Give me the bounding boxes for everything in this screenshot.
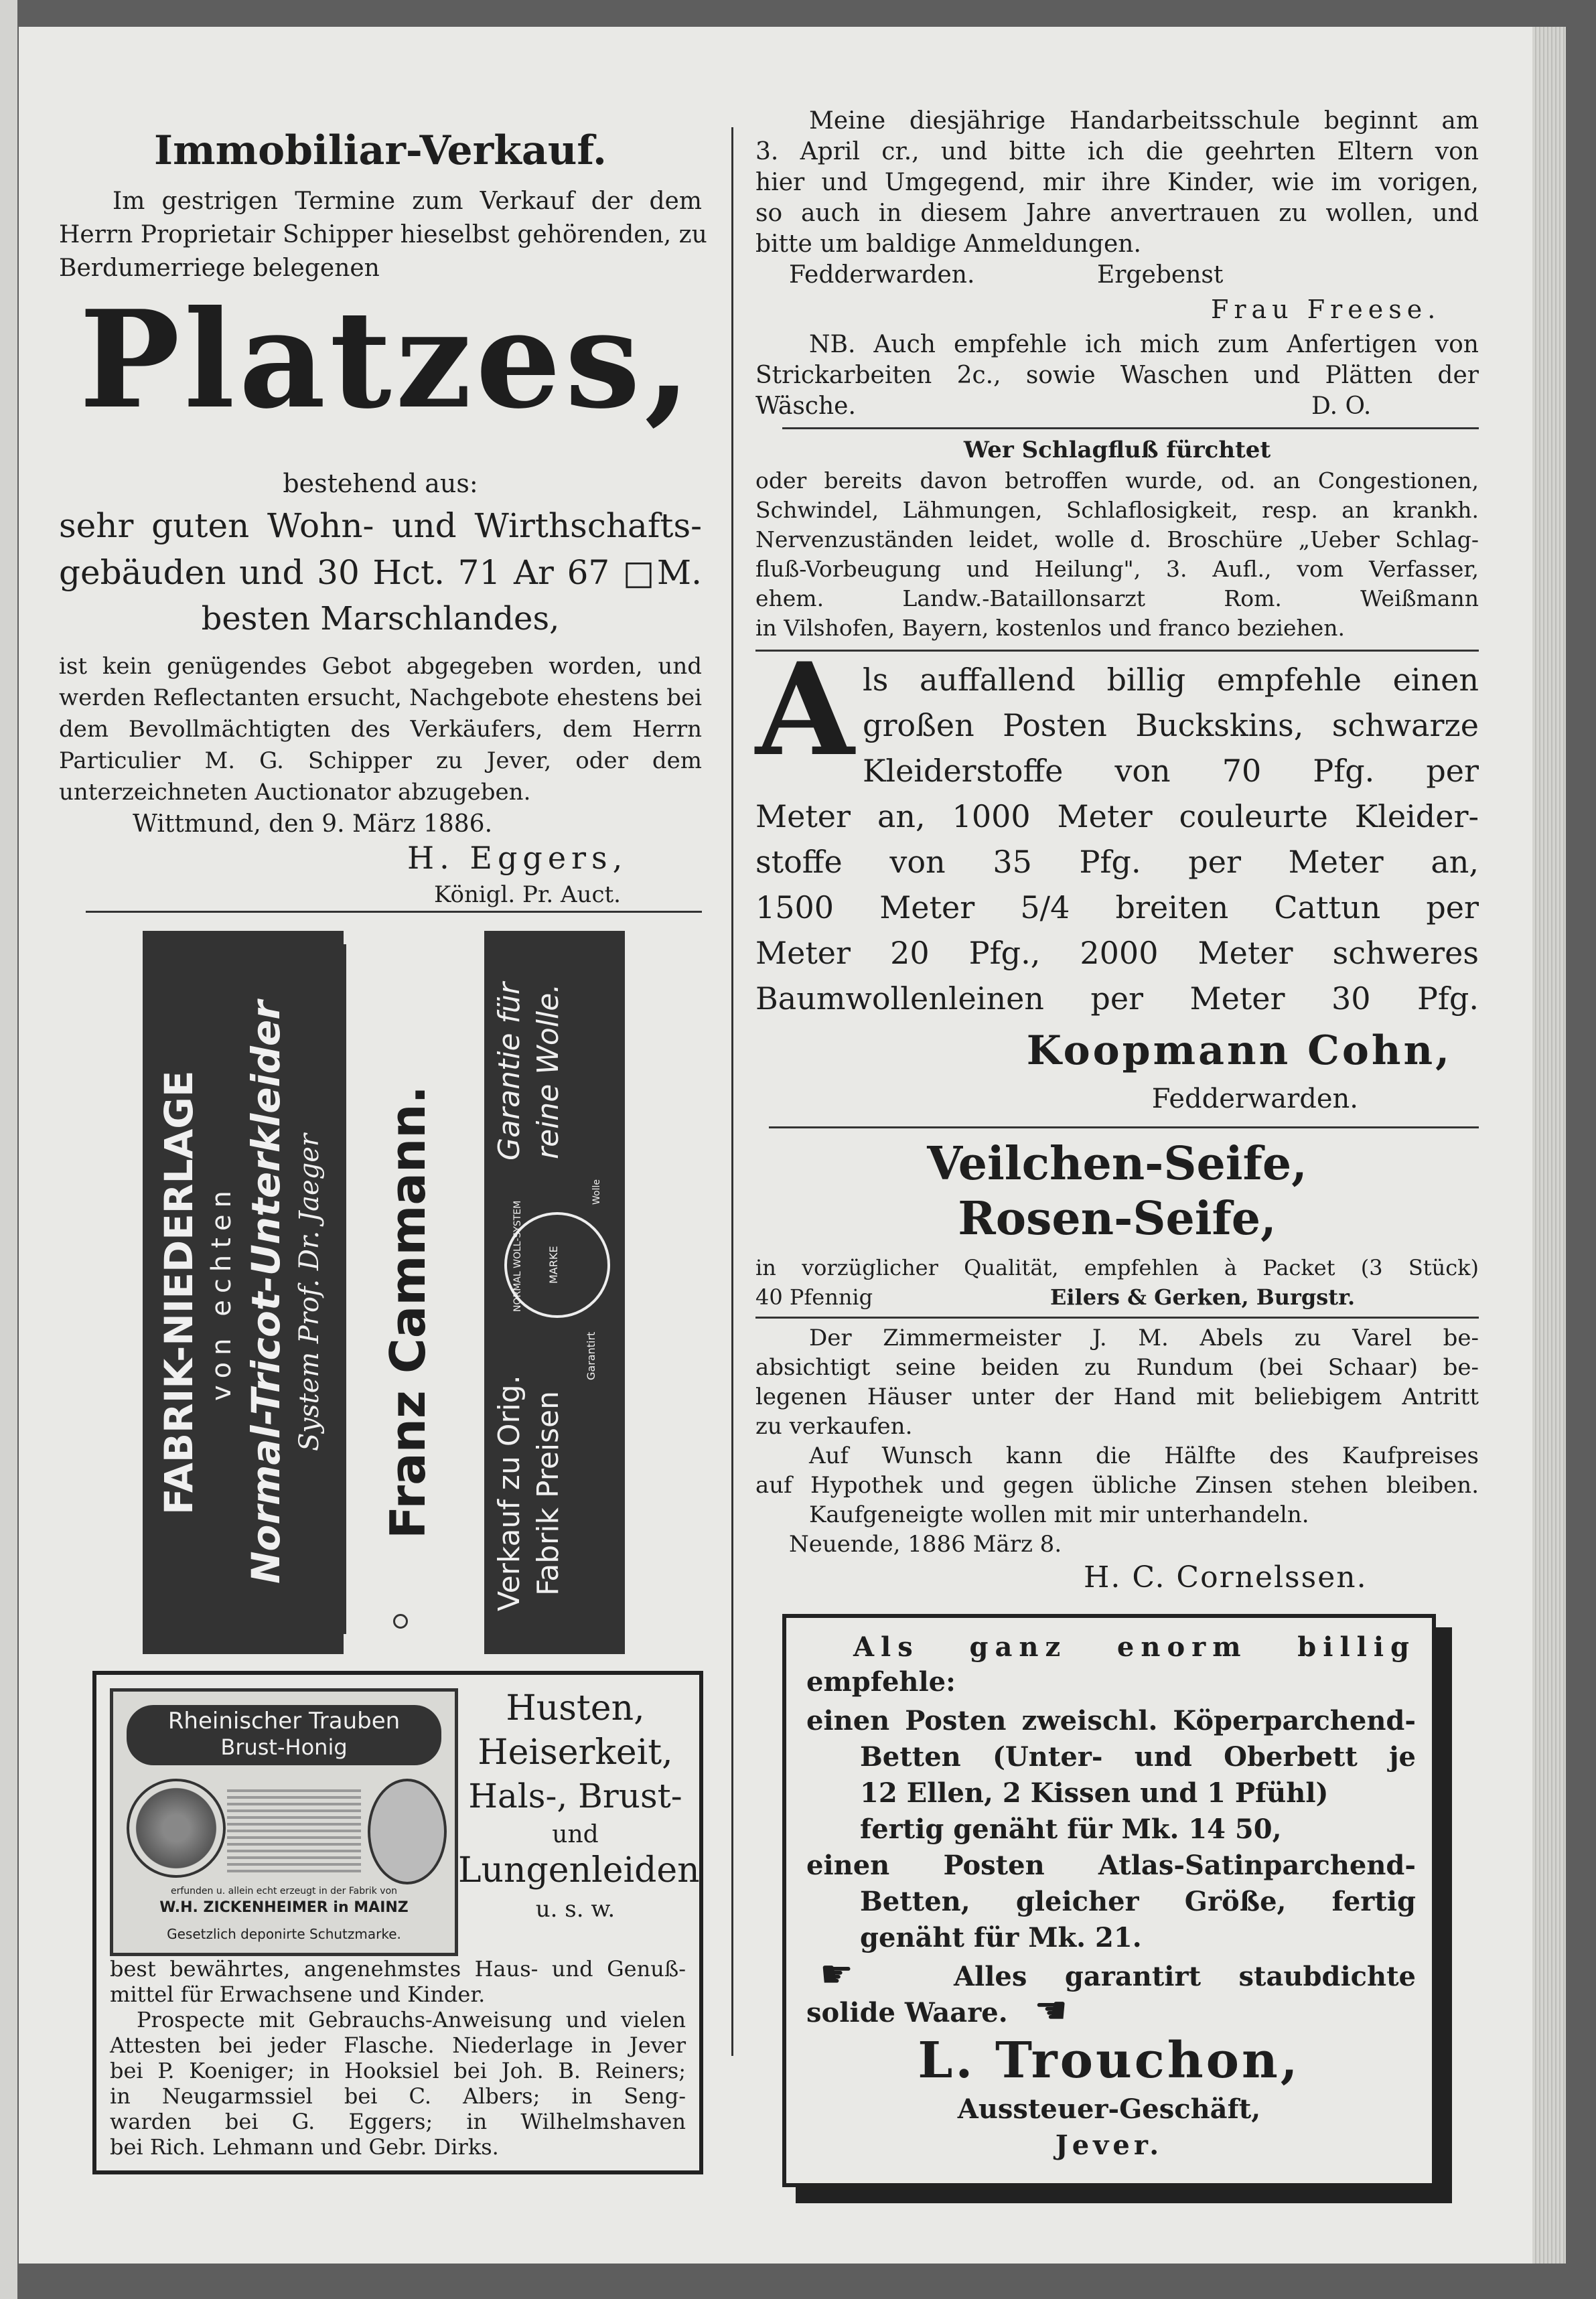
handarbeit-signer: Frau Freese. xyxy=(1211,295,1441,324)
schlagfluss-line: Nervenzuständen leidet, wolle d. Broschüre „Ueber Schlag- xyxy=(755,526,1479,552)
jaeger-seal-text: NORMAL WOLL-SYSTEM xyxy=(512,1200,523,1312)
immobilien-signer-title: Königl. Pr. Auct. xyxy=(434,881,621,908)
cohn-first-line: großen Posten Buckskins, schwarze xyxy=(863,707,1479,743)
trouchon-line: einen Posten zweischl. Köperparchend- xyxy=(806,1705,1416,1736)
jaeger-seal xyxy=(504,1200,610,1318)
schlagfluss-line: ehem. Landw.-Bataillonsarzt Rom. Weißmann xyxy=(755,585,1479,611)
grapes-emblem xyxy=(127,1779,226,1878)
immobilien-body-line: unterzeichneten Auctionator abzugeben. xyxy=(59,779,531,806)
pointing-hand-icon: ☛ xyxy=(1034,1989,1068,2032)
honig-side6: u. s. w. xyxy=(535,1896,615,1923)
seife-desc1: in vorzüglicher Qualität, empfehlen à Packet (3 Stück) xyxy=(755,1255,1479,1280)
honig-label-line2: Brust-Honig xyxy=(220,1734,348,1760)
abels-line: legenen Häuser unter der Hand mit beliebigem Antritt xyxy=(755,1384,1479,1410)
adjacent-page-edge xyxy=(0,0,17,2299)
trouchon-ad xyxy=(782,1614,1452,2203)
immobilien-intro-line: Herrn Proprietair Schipper hieselbst gehörenden, zu xyxy=(59,221,707,248)
honig-body-line: bei Rich. Lehmann und Gebr. Dirks. xyxy=(110,2134,499,2160)
immobilien-bestehend: bestehend aus: xyxy=(283,469,478,498)
jaeger-name: Franz Cammann. xyxy=(380,1086,436,1540)
trouchon-line: Betten, gleicher Größe, fertig xyxy=(860,1886,1416,1917)
immobilien-body-line: ist kein genügendes Gebot abgegeben worden, und xyxy=(59,653,702,680)
handarbeit-nb-line: NB. Auch empfehle ich mich zum Anfertigen von xyxy=(809,331,1479,358)
jaeger-right-panel xyxy=(484,931,625,1654)
honig-label-line4: W.H. ZICKENHEIMER in MAINZ xyxy=(159,1899,409,1916)
right-column xyxy=(755,27,1479,2264)
separator-rule xyxy=(86,911,702,913)
jaeger-seal-mark: MARKE xyxy=(547,1246,560,1284)
honig-side2: Heiserkeit, xyxy=(478,1732,673,1773)
handarbeit-line: so auch in diesem Jahre anvertrauen zu wollen, und xyxy=(755,200,1479,227)
trouchon-line: einen Posten Atlas-Satinparchend- xyxy=(806,1850,1416,1881)
schlagfluss-line: in Vilshofen, Bayern, kostenlos und franco beziehen. xyxy=(755,615,1346,641)
jaeger-left-panel xyxy=(143,931,344,1654)
immobilien-title: Immobiliar-Verkauf. xyxy=(154,127,607,174)
trouchon-name: L. Trouchon, xyxy=(918,2032,1301,2089)
page-stack-edge xyxy=(1532,27,1566,2264)
honig-side3: Hals-, Brust- xyxy=(468,1777,682,1815)
jaeger-verkauf1: Verkauf zu Orig. xyxy=(492,1375,526,1612)
handarbeit-line: Meine diesjährige Handarbeitsschule beginnt am xyxy=(809,107,1479,135)
pointing-hand-icon: ☛ xyxy=(820,1953,854,1996)
cohn-place: Fedderwarden. xyxy=(1151,1084,1358,1114)
cohn-line: Meter 20 Pfg., 2000 Meter schweres xyxy=(755,935,1479,971)
seife-line1: Veilchen-Seife, xyxy=(927,1137,1307,1191)
abels-line: Der Zimmermeister J. M. Abels zu Varel be- xyxy=(809,1325,1479,1351)
trouchon-line: empfehle: xyxy=(806,1666,956,1698)
handarbeit-place: Fedderwarden. xyxy=(789,261,975,289)
trouchon-frame xyxy=(782,1614,1436,2187)
honig-body-line: bei P. Koeniger; in Hooksiel bei Joh. B. Reiners; xyxy=(110,2058,686,2083)
honig-label-line1: Rheinischer Trauben xyxy=(167,1708,401,1734)
handarbeit-line: bitte um baldige Anmeldungen. xyxy=(755,230,1141,258)
immobilien-dateline: Wittmund, den 9. März 1886. xyxy=(133,810,493,838)
honig-body-line: Prospecte mit Gebrauchs-Anweisung und vielen xyxy=(137,2007,686,2032)
abels-line: absichtigt seine beiden zu Rundum (bei Schaar) be- xyxy=(755,1354,1479,1381)
abels-line2: Auf Wunsch kann die Hälfte des Kaufpreises xyxy=(809,1442,1479,1469)
jaeger-line3: Normal-Tricot-Unterkleider xyxy=(243,1000,289,1584)
medal-emblem xyxy=(368,1779,447,1884)
jaeger-seal-garantirt: Garantirt xyxy=(585,1331,597,1381)
schlagfluss-title: Wer Schlagfluß fürchtet xyxy=(963,437,1271,463)
newspaper-page xyxy=(19,27,1532,2264)
trouchon-firm: Aussteuer-Geschäft, xyxy=(957,2093,1261,2125)
trouchon-line: fertig genäht für Mk. 14 50, xyxy=(860,1813,1282,1845)
column-divider xyxy=(731,127,733,2056)
separator-rule xyxy=(769,1126,1479,1128)
cohn-first-line: ls auffallend billig empfehle einen xyxy=(863,662,1479,698)
jaeger-line2: von echten xyxy=(206,1184,237,1401)
immobilien-signer: H. Eggers, xyxy=(407,840,628,876)
seife-line2: Rosen-Seife, xyxy=(958,1192,1277,1246)
cohn-name: Koopmann Cohn, xyxy=(1026,1027,1452,1074)
cohn-first-line: Kleiderstoffe von 70 Pfg. per xyxy=(863,753,1479,789)
handarbeit-nb-sign: D. O. xyxy=(1311,392,1372,420)
seife-desc2b: Eilers & Gerken, Burgstr. xyxy=(1050,1284,1356,1310)
immobilien-body-line: werden Reflectanten ersucht, Nachgebote ehestens bei xyxy=(59,684,702,711)
schlagfluss-line: fluß-Vorbeugung und Heilung", 3. Aufl., vom Verfasser, xyxy=(755,556,1479,582)
trouchon-line: Als ganz enorm billig xyxy=(853,1631,1416,1663)
handarbeit-nb-line: Wäsche. xyxy=(755,392,856,420)
abels-line: zu verkaufen. xyxy=(755,1413,913,1440)
handarbeit-line: 3. April cr., und bitte ich die geehrten Eltern von xyxy=(755,138,1479,165)
immobilien-body-line: dem Bevollmächtigten des Verkäufers, dem Herrn xyxy=(59,716,702,743)
honig-body-line: warden bei G. Eggers; in Wilhelmshaven xyxy=(110,2109,686,2134)
immobilien-body-line: Particulier M. G. Schipper zu Jever, oder dem xyxy=(59,747,702,774)
tag-hole xyxy=(393,1614,408,1629)
abels-line2: auf Hypothek und gegen übliche Zinsen stehen bleiben. xyxy=(755,1472,1479,1499)
jaeger-garantie2: reine Wolle. xyxy=(531,983,565,1160)
cohn-initial: A xyxy=(755,635,855,784)
left-column xyxy=(59,27,707,2264)
honig-body-line: in Neugarmssiel bei C. Albers; in Seng- xyxy=(110,2083,686,2109)
immobilien-intro-line: Im gestrigen Termine zum Verkauf der dem xyxy=(113,188,702,215)
immobilien-desc-line: gebäuden und 30 Hct. 71 Ar 67 □M. xyxy=(59,553,702,592)
trouchon-line: 12 Ellen, 2 Kissen und 1 Pfühl) xyxy=(860,1777,1329,1809)
separator-rule xyxy=(782,427,1479,429)
seife-desc2a: 40 Pfennig xyxy=(755,1284,873,1310)
jaeger-seal-wolle: Wolle xyxy=(591,1179,602,1205)
schlagfluss-line: oder bereits davon betroffen wurde, od. an Congestionen, xyxy=(755,467,1479,494)
trouchon-place: Jever. xyxy=(1055,2130,1163,2161)
honig-side5: Lungenleiden xyxy=(458,1850,700,1890)
honig-body-line: Attesten bei jeder Flasche. Niederlage in Jever xyxy=(110,2032,686,2058)
immobilien-desc-line: besten Marschlandes, xyxy=(201,600,560,638)
cohn-line: stoffe von 35 Pfg. per Meter an, xyxy=(755,844,1479,880)
honig-ad xyxy=(92,1671,703,2174)
honig-side4: und xyxy=(552,1821,599,1848)
separator-rule xyxy=(755,1317,1479,1319)
abels-dateline: Neuende, 1886 März 8. xyxy=(789,1531,1062,1558)
jaeger-verkauf2: Fabrik Preisen xyxy=(531,1391,565,1597)
cohn-line: 1500 Meter 5/4 breiten Cattun per xyxy=(755,889,1479,925)
handarbeit-nb-line: Strickarbeiten 2c., sowie Waschen und Plätten der xyxy=(755,362,1479,389)
abels-line2: Kaufgeneigte wollen mit mir unterhandeln. xyxy=(809,1501,1309,1528)
honig-side1: Husten, xyxy=(506,1688,645,1728)
trouchon-line: Betten (Unter- und Oberbett je xyxy=(860,1741,1416,1773)
abels-signer: H. C. Cornelssen. xyxy=(1084,1560,1368,1595)
jaeger-line4: System Prof. Dr. Jaeger xyxy=(294,1133,325,1452)
immobilien-big-word: Platzes, xyxy=(79,281,695,439)
honig-label-line3: erfunden u. allein echt erzeugt in der Fabrik von xyxy=(170,1886,398,1897)
honig-label xyxy=(110,1688,458,1956)
trouchon-guarantee2: solide Waare. xyxy=(806,1997,1008,2028)
cohn-line: Meter an, 1000 Meter couleurte Kleider- xyxy=(755,798,1479,834)
trouchon-guarantee1: Alles garantirt staubdichte xyxy=(954,1961,1416,1992)
cohn-line: Baumwollenleinen per Meter 30 Pfg. xyxy=(755,980,1479,1017)
mainz-landscape xyxy=(227,1785,361,1872)
handarbeit-ergebenst: Ergebenst xyxy=(1097,261,1224,289)
trouchon-line: genäht für Mk. 21. xyxy=(860,1922,1142,1953)
honig-body-line: best bewährtes, angenehmstes Haus- und Genuß- xyxy=(110,1956,686,1982)
honig-label-line5: Gesetzlich deponirte Schutzmarke. xyxy=(167,1926,401,1942)
schlagfluss-line: Schwindel, Lähmungen, Schlaflosigkeit, resp. an krankh. xyxy=(755,497,1479,523)
jaeger-garantie1: Garantie für xyxy=(492,982,526,1161)
immobilien-intro-line: Berdumerriege belegenen xyxy=(59,254,380,282)
handarbeit-line: hier und Umgegend, mir ihre Kinder, wie im vorigen, xyxy=(755,169,1479,196)
jaeger-tag-panel xyxy=(344,944,480,1634)
immobilien-desc-line: sehr guten Wohn- und Wirthschafts- xyxy=(59,506,702,545)
honig-body-line: mittel für Erwachsene und Kinder. xyxy=(110,1982,486,2007)
separator-rule xyxy=(755,650,1479,652)
jaeger-line1: FABRIK-NIEDERLAGE xyxy=(156,1070,202,1515)
jaeger-ad xyxy=(143,931,678,1661)
